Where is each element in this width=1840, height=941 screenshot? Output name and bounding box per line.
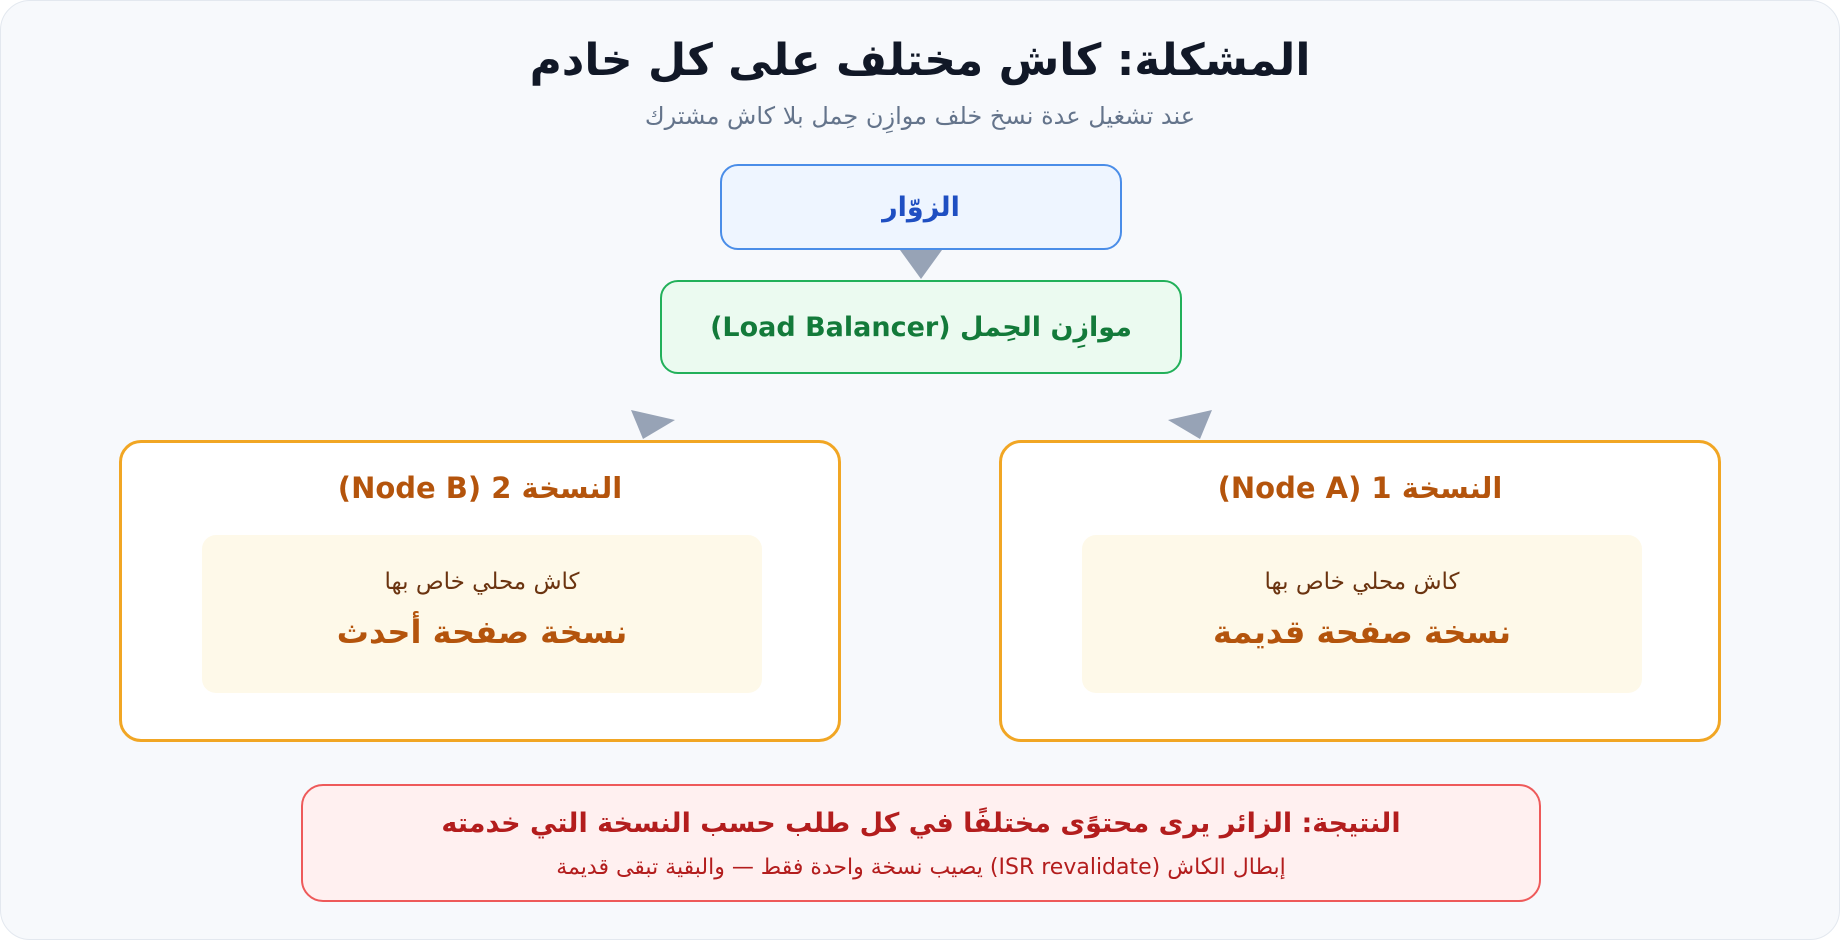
load-balancer-label: موازِن الحِمل (Load Balancer): [710, 311, 1132, 343]
visitors-label: الزوّار: [882, 191, 960, 223]
node-a-title: النسخة 1 (Node A): [1217, 471, 1503, 505]
arrow-visitors-to-lb: [900, 250, 942, 279]
load-balancer-node: [660, 280, 1182, 374]
result-box: [301, 784, 1541, 902]
arrow-lb-to-node-a: [1168, 410, 1212, 439]
visitors-node: [720, 164, 1122, 250]
node-b-title: النسخة 2 (Node B): [337, 471, 623, 505]
node-a-cache-value: نسخة صفحة قديمة: [1212, 613, 1512, 651]
diagram-subtitle: عند تشغيل عدة نسخ خلف موازِن حِمل بلا كاش مشترك: [644, 102, 1196, 130]
result-title: النتيجة: الزائر يرى محتوًى مختلفًا في كل طلب حسب النسخة التي خدمته: [441, 808, 1401, 839]
result-note: إبطال الكاش (ISR revalidate) يصيب نسخة واحدة فقط — والبقية تبقى قديمة: [556, 855, 1286, 880]
node-b-cache-value: نسخة صفحة أحدث: [336, 613, 628, 651]
node-b-cache-label: كاش محلي خاص بها: [384, 569, 580, 595]
diagram-title: المشكلة: كاش مختلف على كل خادم: [529, 35, 1311, 86]
node-a-box: [999, 440, 1721, 742]
node-a-cache-label: كاش محلي خاص بها: [1264, 569, 1460, 595]
arrow-lb-to-node-b: [631, 410, 675, 439]
node-b-box: [119, 440, 841, 742]
node-a-cache: [1082, 535, 1642, 693]
node-b-cache: [202, 535, 762, 693]
